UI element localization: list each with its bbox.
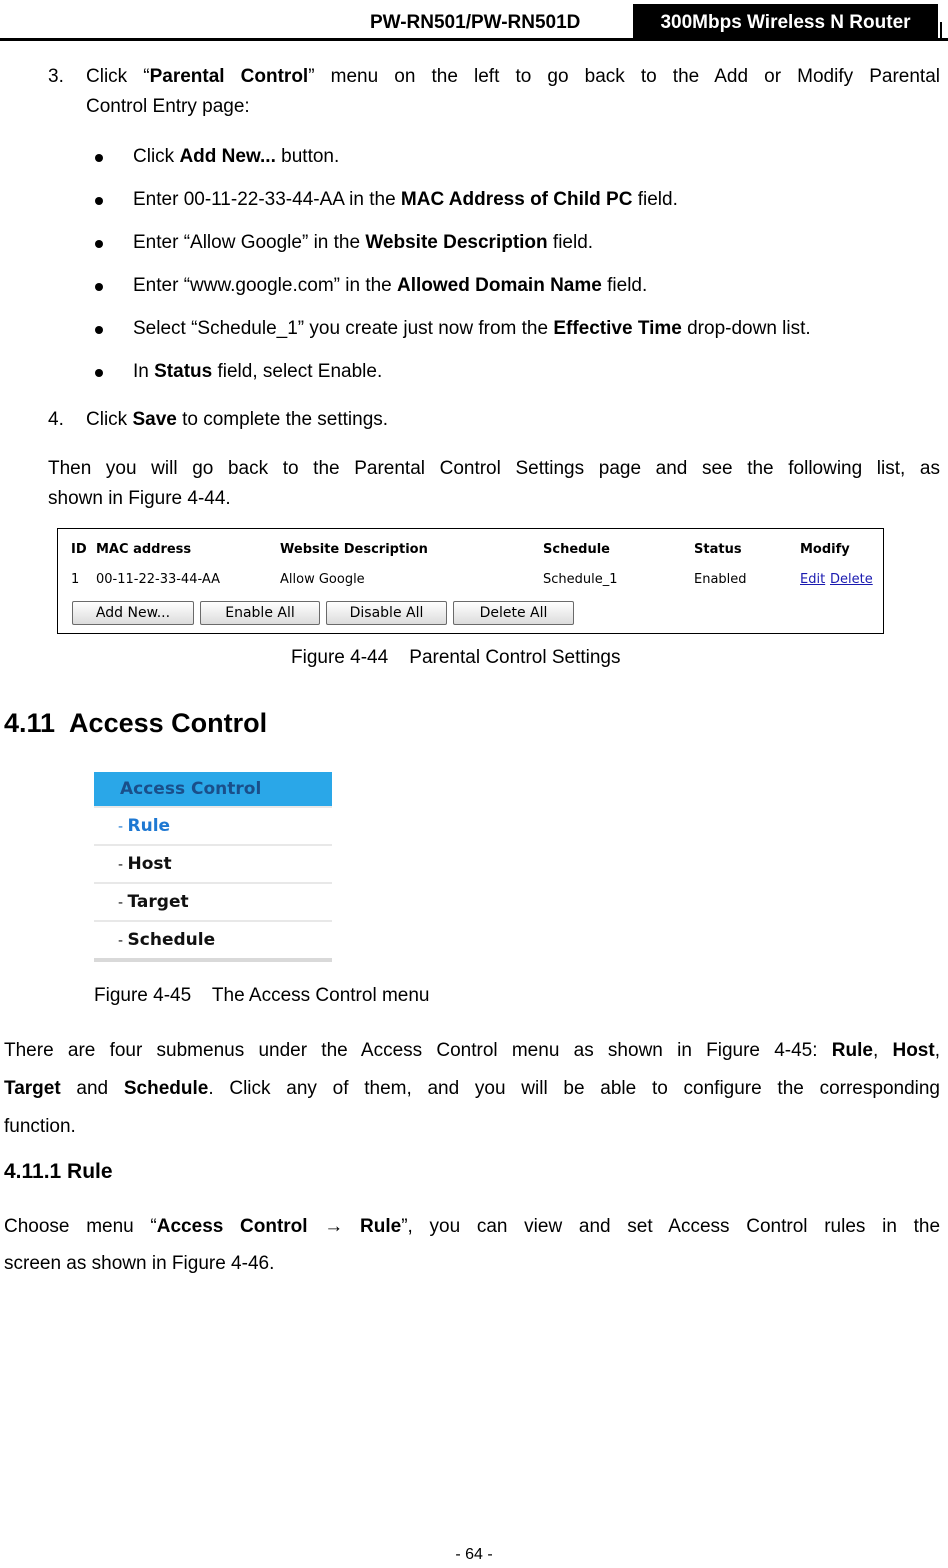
delete-all-button[interactable]: Delete All (453, 601, 574, 625)
cell-mac: 00-11-22-33-44-AA (96, 572, 221, 587)
bullet-item: Enter 00-11-22-33-44-AA in the MAC Address of Child PC field. (133, 189, 678, 210)
menu-title-access-control[interactable]: Access Control (94, 772, 332, 806)
menu-item-rule[interactable]: - Rule (94, 806, 332, 844)
step3-line1: Click “Parental Control” menu on the left to go back to the Add or Modify Parental (86, 66, 940, 87)
header-model: PW-RN501/PW-RN501D (370, 12, 581, 33)
cell-status: Enabled (694, 572, 747, 587)
bullet-item: Click Add New... button. (133, 146, 340, 167)
delete-link[interactable]: Delete (830, 572, 873, 587)
col-header-modify: Modify (800, 542, 850, 557)
col-header-status: Status (694, 542, 742, 557)
step3-line2: Control Entry page: (86, 96, 250, 117)
step3-number: 3. (48, 66, 64, 87)
page-number: - 64 - (455, 1546, 493, 1563)
col-header-id: ID (71, 542, 87, 557)
col-header-schedule: Schedule (543, 542, 610, 557)
bullet-dot (95, 369, 103, 377)
bullet-item: Enter “www.google.com” in the Allowed Domain Name field. (133, 275, 648, 296)
bullet-dot (95, 197, 103, 205)
rule-paragraph-line1: Choose menu “Access Control → Rule”, you can view and set Access Control rules in the (4, 1216, 941, 1237)
figure-4-44-caption: Figure 4-44 Parental Control Settings (291, 647, 621, 668)
header-rule (0, 38, 948, 41)
bullet-dot (95, 283, 103, 291)
submenus-paragraph-line1: There are four submenus under the Access Control menu as shown in Figure 4-45: Rule, Host, (4, 1040, 940, 1061)
bullet-item: Enter “Allow Google” in the Website Description field. (133, 232, 594, 253)
bullet-dot (95, 240, 103, 248)
step4-number: 4. (48, 409, 64, 430)
access-control-menu (94, 772, 332, 962)
col-header-mac: MAC address (96, 542, 192, 557)
edit-link[interactable]: Edit (800, 572, 826, 587)
bullet-item: Select “Schedule_1” you create just now from the Effective Time drop-down list. (133, 318, 811, 339)
cell-schedule: Schedule_1 (543, 572, 618, 587)
submenus-paragraph-line3: function. (4, 1116, 76, 1137)
section-heading: 4.11 Access Control (4, 708, 268, 738)
then-paragraph-line1: Then you will go back to the Parental Control Settings page and see the following list, as (48, 458, 940, 479)
menu-item-schedule[interactable]: - Schedule (94, 920, 332, 958)
bullet-dot (95, 326, 103, 334)
header-product: 300Mbps Wireless N Router (633, 4, 938, 41)
menu-item-host[interactable]: - Host (94, 844, 332, 882)
cell-id: 1 (71, 572, 80, 587)
col-header-description: Website Description (280, 542, 428, 557)
bullet-item: In Status field, select Enable. (133, 361, 383, 382)
then-paragraph-line2: shown in Figure 4-44. (48, 488, 231, 509)
submenus-paragraph-line2: Target and Schedule. Click any of them, and you will be able to configure the corresponding (4, 1078, 940, 1099)
disable-all-button[interactable]: Disable All (326, 601, 447, 625)
step4-text: Click Save to complete the settings. (86, 409, 389, 430)
bullet-dot (95, 154, 103, 162)
subsection-heading: 4.11.1 Rule (4, 1160, 113, 1183)
parental-control-settings-table (57, 528, 884, 634)
enable-all-button[interactable]: Enable All (200, 601, 320, 625)
cell-description: Allow Google (280, 572, 365, 587)
menu-item-target[interactable]: - Target (94, 882, 332, 920)
rule-paragraph-line2: screen as shown in Figure 4-46. (4, 1253, 275, 1274)
figure-4-45-caption: Figure 4-45 The Access Control menu (94, 985, 430, 1006)
add-new-button[interactable]: Add New... (72, 601, 194, 625)
